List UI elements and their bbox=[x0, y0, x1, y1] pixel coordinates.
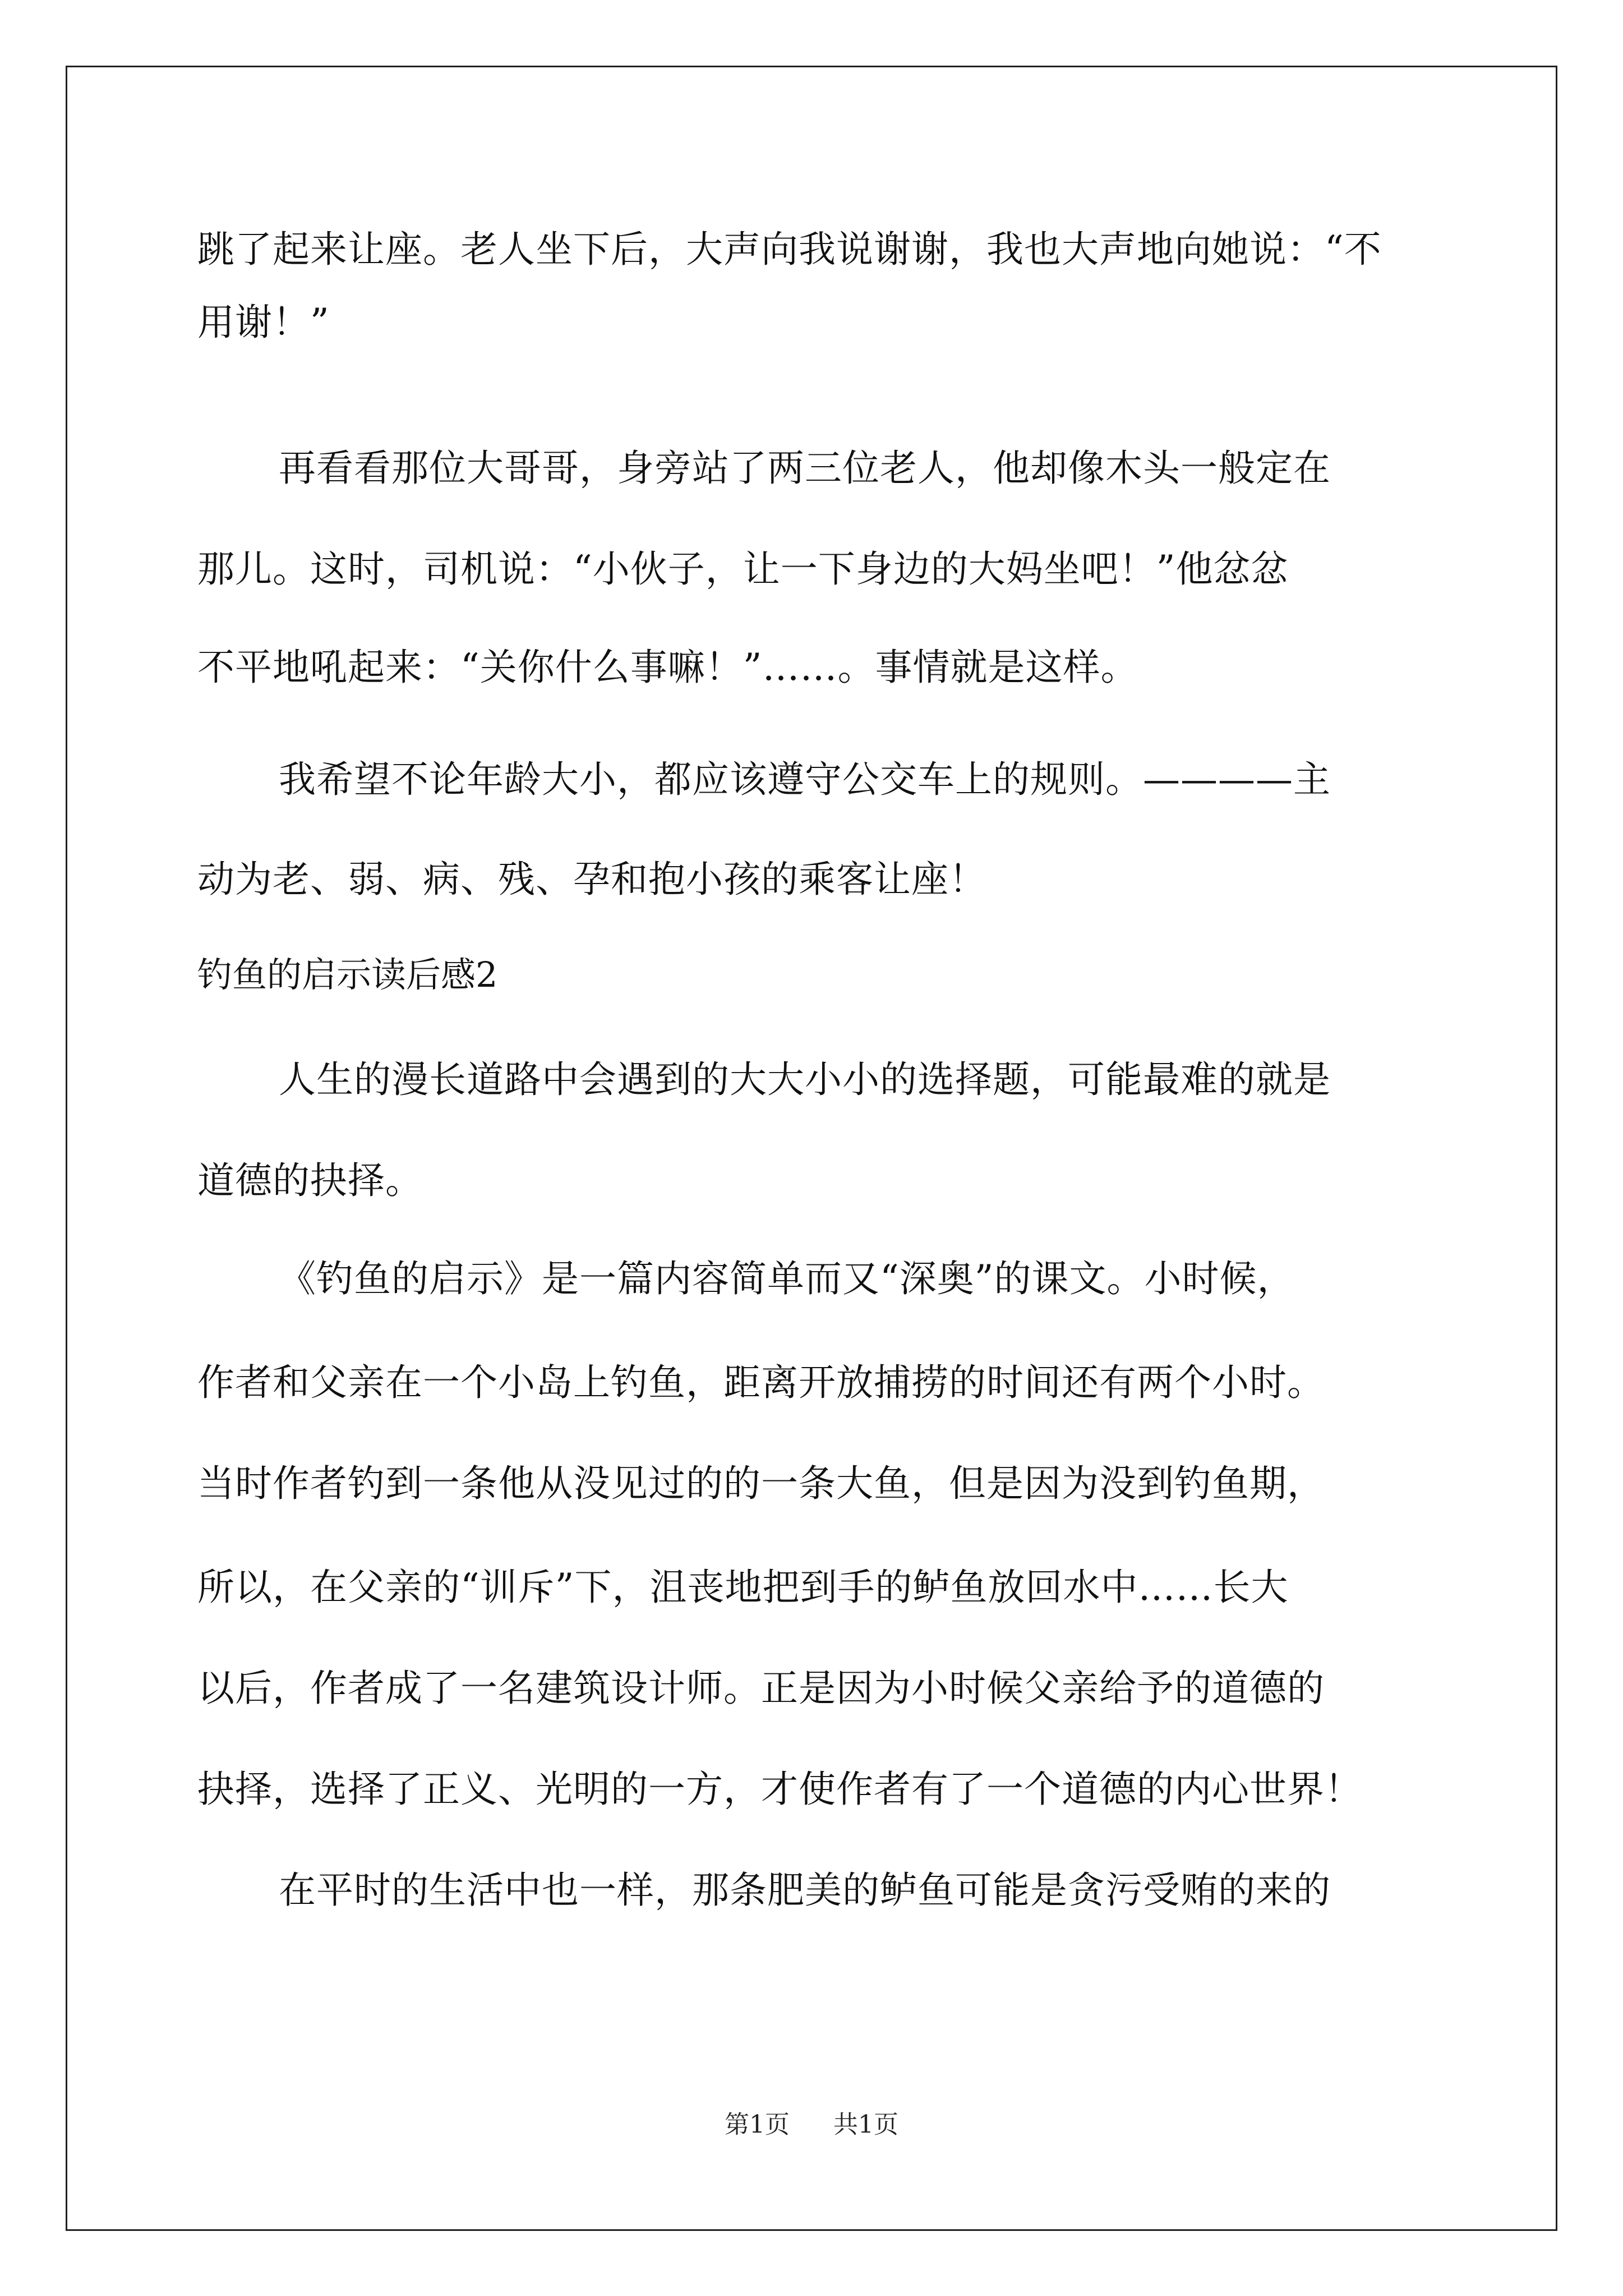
paragraph-line: 人生的漫长道路中会遇到的大大小小的选择题，可能最难的就是 bbox=[279, 1058, 1331, 1101]
text-line: 不平地吼起来：“关你什么事嘛！”……。事情就是这样。 bbox=[197, 646, 1138, 689]
text-line: 跳了起来让座。老人坐下后，大声向我说谢谢，我也大声地向她说：“不 bbox=[197, 228, 1382, 271]
page-total: 共1页 bbox=[833, 2110, 898, 2139]
text-line: 作者和父亲在一个小岛上钓鱼，距离开放捕捞的时间还有两个小时。 bbox=[197, 1361, 1325, 1404]
text-line: 动为老、弱、病、残、孕和抱小孩的乘客让座！ bbox=[197, 858, 986, 901]
text-line: 当时作者钓到一条他从没见过的的一条大鱼，但是因为没到钓鱼期， bbox=[197, 1462, 1325, 1505]
text-line: 用谢！” bbox=[197, 301, 330, 344]
paragraph-line: 再看看那位大哥哥，身旁站了两三位老人，他却像木头一般定在 bbox=[279, 447, 1331, 490]
text-line: 抉择，选择了正义、光明的一方，才使作者有了一个道德的内心世界！ bbox=[197, 1768, 1362, 1811]
section-heading: 钓鱼的启示读后感2 bbox=[197, 954, 498, 995]
text-line: 所以，在父亲的“训斥”下，沮丧地把到手的鲈鱼放回水中……长大 bbox=[197, 1566, 1289, 1609]
page-number: 第1页 bbox=[725, 2110, 790, 2139]
text-line: 以后，作者成了一名建筑设计师。正是因为小时候父亲给予的道德的 bbox=[197, 1667, 1325, 1710]
paragraph-line: 在平时的生活中也一样，那条肥美的鲈鱼可能是贪污受贿的来的 bbox=[279, 1869, 1331, 1912]
text-line: 道德的抉择。 bbox=[197, 1159, 423, 1202]
paragraph-line: 《钓鱼的启示》是一篇内容简单而又“深奥”的课文。小时候， bbox=[279, 1257, 1295, 1300]
paragraph-line: 我希望不论年龄大小，都应该遵守公交车上的规则。————主 bbox=[279, 758, 1331, 801]
page-footer bbox=[0, 2109, 1623, 2141]
text-line: 那儿。这时，司机说：“小伙子，让一下身边的大妈坐吧！”他忿忿 bbox=[197, 547, 1289, 591]
